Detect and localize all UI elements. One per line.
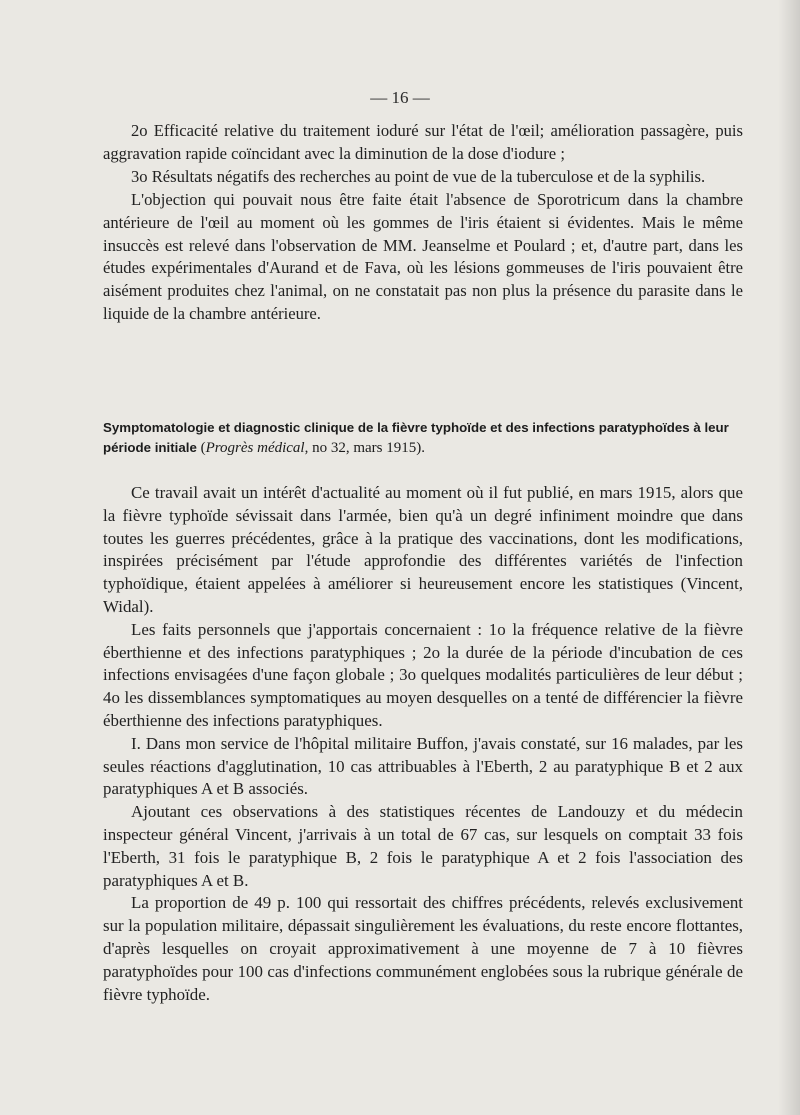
paragraph: 3o Résultats négatifs des recherches au point de vue de la tuberculose et de la syphilis. [131,166,706,186]
heading-journal: Progrès médical [205,440,305,456]
paragraph: I. Dans mon service de l'hôpital militaire Buffon, j'avais constaté, sur 16 malades, par les seules réactions d'agglutination, 10 cas attribuables à l'Eberth, 2 au paratyphique B et 2 aux paratyphiques A et B associés. [103,733,743,799]
heading-ref-open: ( [196,440,206,456]
paragraph: Ajoutant ces observations à des statistiques récentes de Landouzy et du médecin inspecteur général Vincent, j'arrivais à un total de 67 cas, sur lesquels on comptait 33 fois l'Eberth, 31 fois le paratyphique B, 2 fois le paratyphique A et 2 fois l'association des paratyphiques A et B. [103,802,743,890]
page-edge-shadow [778,0,800,1115]
paragraph: 2o Efficacité relative du traitement ioduré sur l'état de l'œil; amélioration passagère, puis aggravation rapide coïncidant avec la diminution de la dose d'iodure ; [103,121,743,163]
paragraph: Ce travail avait un intérêt d'actualité au moment où il fut publié, en mars 1915, alors que la fièvre typhoïde sévissait dans l'armée, bien qu'à un degré infiniment moindre que dans toutes les guerres précédentes, grâce à la pratique des vaccinations, dont les modifications, inspirées précisément par l'étude approfondie des différentes variétés de l'infection typhoïdique, étaient appelées à améliorer si heureusement encore les statistiques (Vincent, Widal). [103,483,743,616]
paragraph: Les faits personnels que j'apportais concernaient : 1o la fréquence relative de la fièvre éberthienne et des infections paratyphiques ; 2o la durée de la période d'incubation de ces infections envisagées d'une façon globale ; 3o quelques modalités particulières de leur début ; 4o les dissemblances symptomatiques au moyen desquelles on a tenté de différencier la fièvre éberthienne des infections paratyphiques. [103,619,743,730]
section-sporotrichosis-conclusion [103,120,743,326]
paragraph: La proportion de 49 p. 100 qui ressortait des chiffres précédents, relevés exclusivement sur la population militaire, dépassait singulièrement les évaluations, du reste encore flottantes, d'après lesquelles on croyait approximativement à une moyenne de 7 à 10 fièvres paratyphoïdes pour 100 cas d'infections communément englobées sous la rubrique générale de fièvre typhoïde. [103,893,743,1004]
section-heading [103,418,753,458]
page-number: — 16 — [370,88,430,107]
heading-title: Symptomatologie et diagnostic clinique de la fièvre typhoïde et des infections paratyphoïdes à leur période initiale [103,420,729,455]
paragraph: L'objection qui pouvait nous être faite était l'absence de Sporotricum dans la chambre antérieure de l'œil au moment où les gommes de l'iris étaient si évidentes. Mais le même insuccès est relevé dans l'observation de MM. Jeanselme et Poulard ; et, d'autre part, dans les études expérimentales d'Aurand et de Fava, où les lésions gommeuses de l'iris pouvaient être aisément produites chez l'animal, on ne constatait pas non plus la présence du parasite dans le liquide de la chambre antérieure. [103,189,743,324]
heading-ref-rest: , no 32, mars 1915). [304,440,426,456]
section-typhoid [103,482,743,1006]
